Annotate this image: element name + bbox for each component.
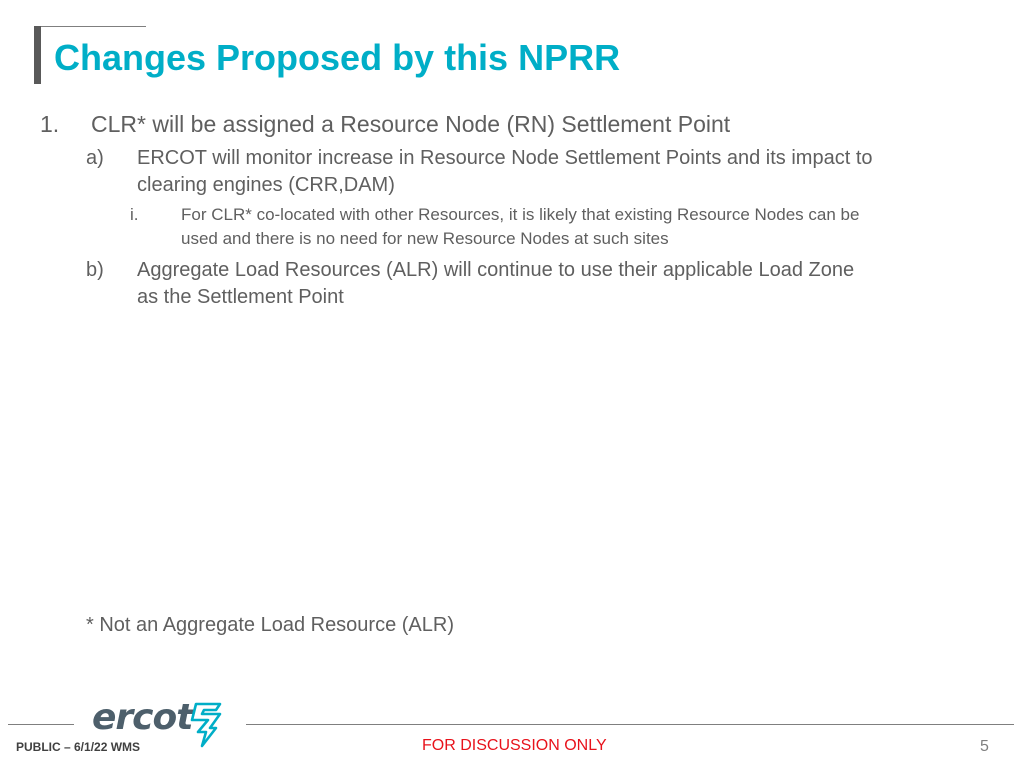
footer-rule-left — [8, 724, 74, 725]
list-marker-1: 1. — [40, 111, 60, 137]
list-text-1: CLR* will be assigned a Resource Node (RN) Settlement Point — [91, 111, 731, 137]
footer-public-label: PUBLIC – 6/1/22 WMS — [16, 740, 141, 754]
list-text-1a-line2: clearing engines (CRR,DAM) — [137, 174, 395, 196]
list-text-1b-line2: as the Settlement Point — [137, 286, 344, 308]
list-marker-1a: a) — [86, 147, 104, 169]
title-accent-bar — [34, 26, 41, 84]
title-top-rule — [34, 26, 146, 27]
slide-title: Changes Proposed by this NPRR — [54, 37, 621, 78]
list-marker-1b: b) — [86, 259, 104, 281]
list-text-1b-line1: Aggregate Load Resources (ALR) will continue to use their applicable Load Zone — [137, 259, 855, 281]
list-marker-1a-i: i. — [130, 205, 139, 224]
list-text-1a-i-line2: used and there is no need for new Resource Nodes at such sites — [181, 229, 669, 248]
list-text-1a-line1: ERCOT will monitor increase in Resource Node Settlement Points and its impact to — [137, 147, 873, 169]
page-number: 5 — [980, 738, 989, 755]
footer-rule-right — [246, 724, 1014, 725]
list-text-1a-i-line1: For CLR* co-located with other Resources, it is likely that existing Resource Nodes can be — [181, 205, 860, 224]
footer-discussion-label: FOR DISCUSSION ONLY — [422, 737, 607, 754]
footnote: * Not an Aggregate Load Resource (ALR) — [86, 614, 454, 636]
ercot-bolt-logo-icon — [190, 702, 226, 748]
ercot-logo-text: ercot — [92, 697, 193, 738]
